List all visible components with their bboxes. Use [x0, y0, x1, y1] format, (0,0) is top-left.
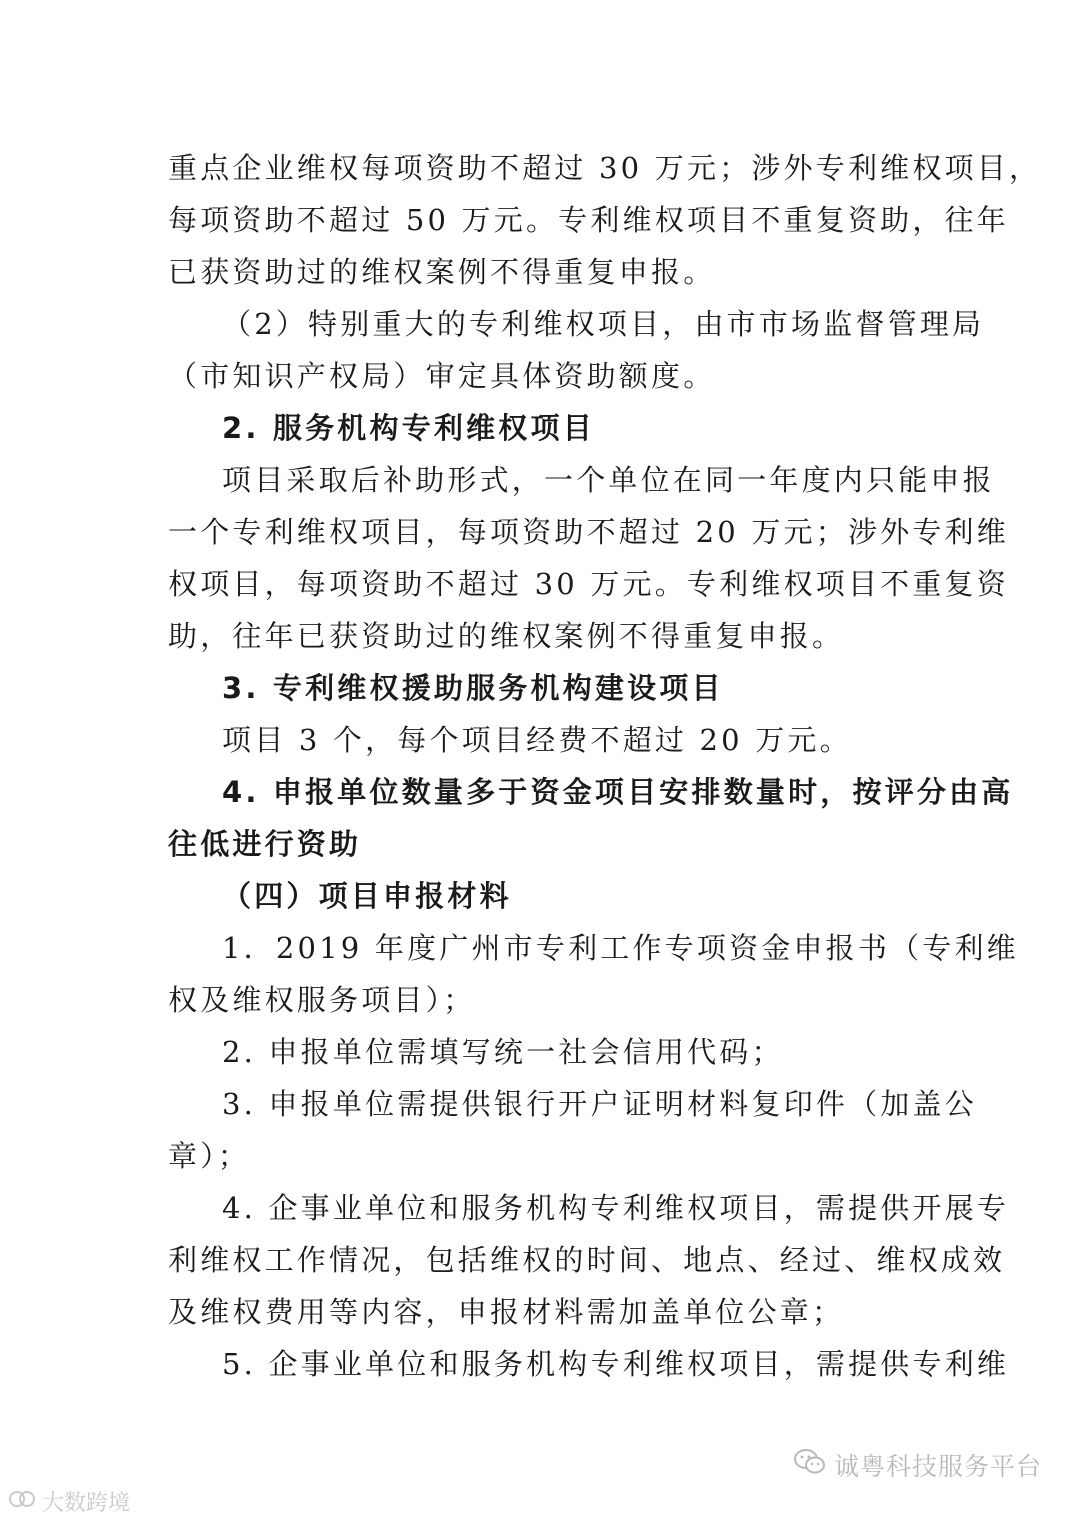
body-line-23: 及维权费用等内容，申报材料需加盖单位公章；	[168, 1295, 845, 1329]
body-line-16: 1．2019 年度广州市专利工作专项资金申报书（专利维	[222, 931, 1019, 965]
watermark-right	[794, 1447, 1042, 1483]
section-heading-3: 3. 专利维权援助服务机构建设项目	[222, 671, 724, 705]
watermark-right-text: 诚粤科技服务平台	[833, 1452, 1042, 1481]
body-line-17: 权及维权服务项目）；	[168, 983, 476, 1017]
watermark-left	[8, 1486, 130, 1517]
body-line-3: 已获资助过的维权案例不得重复申报。	[168, 255, 716, 289]
body-line-24: 5. 企事业单位和服务机构专利维权项目，需提供专利维	[222, 1347, 1010, 1381]
section-heading-2: 2. 服务机构专利维权项目	[222, 411, 595, 445]
body-line-7: 项目采取后补助形式，一个单位在同一年度内只能申报	[222, 463, 995, 497]
body-line-4: （2）特别重大的专利维权项目，由市市场监督管理局	[222, 307, 985, 341]
body-line-1: 重点企业维权每项资助不超过 30 万元；涉外专利维权项目，	[168, 151, 1042, 185]
logo-icon	[8, 1488, 36, 1516]
body-line-21: 4. 企事业单位和服务机构专利维权项目，需提供开展专	[222, 1191, 1010, 1225]
body-line-2: 每项资助不超过 50 万元。专利维权项目不重复资助，往年	[168, 203, 1009, 237]
body-line-12: 项目 3 个，每个项目经费不超过 20 万元。	[222, 723, 852, 757]
watermark-left-text: 大数跨境	[42, 1491, 131, 1516]
body-line-20: 章）；	[168, 1139, 251, 1173]
section-heading-materials: （四）项目申报材料	[222, 879, 512, 913]
body-line-18: 2. 申报单位需填写统一社会信用代码；	[222, 1035, 784, 1069]
wechat-icon	[794, 1448, 826, 1482]
body-line-5: （市知识产权局）审定具体资助额度。	[168, 359, 716, 393]
body-line-22: 利维权工作情况，包括维权的时间、地点、经过、维权成效	[168, 1243, 1006, 1277]
body-line-10: 助，往年已获资助过的维权案例不得重复申报。	[168, 619, 845, 653]
body-line-9: 权项目，每项资助不超过 30 万元。专利维权项目不重复资	[168, 567, 1009, 601]
section-heading-4: 4. 申报单位数量多于资金项目安排数量时，按评分由高	[222, 775, 1014, 809]
section-heading-4-cont: 往低进行资助	[168, 827, 362, 861]
body-line-8: 一个专利维权项目，每项资助不超过 20 万元；涉外专利维	[168, 515, 1009, 549]
body-line-19: 3. 申报单位需提供银行开户证明材料复印件（加盖公	[222, 1087, 977, 1121]
